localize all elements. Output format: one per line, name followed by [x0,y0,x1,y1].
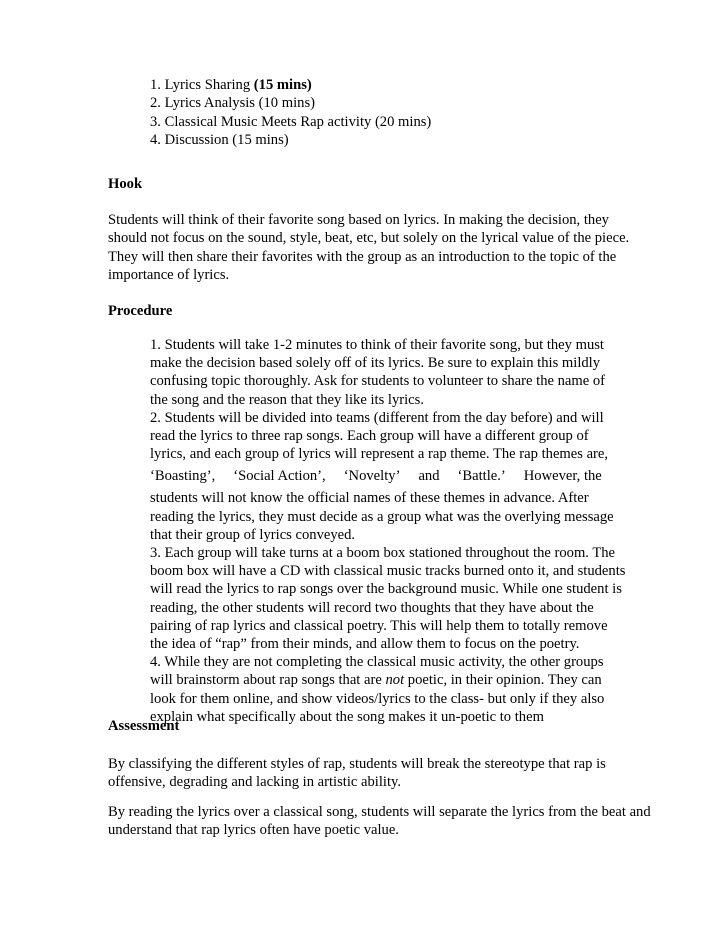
procedure-line: students will not know the official names of these themes in advance. After [150,490,589,507]
procedure-line: 2. Students will be divided into teams (different from the day before) and will [150,409,604,426]
procedure-line: that their group of lyrics conveyed. [150,526,356,543]
procedure-steps [150,336,625,726]
procedure-line: reading, the other students will record two thoughts that they have about the [150,599,594,616]
procedure-line: read the lyrics to three rap songs. Each group will have a different group of [150,428,589,445]
agenda-item-1 [150,76,431,94]
hook-paragraph [108,211,628,284]
theme-after-text: However, the [523,468,602,485]
hook-heading: Hook [108,176,143,192]
procedure-line: 1. Students will take 1-2 minutes to think of their favorite song, but they must [150,337,604,353]
assessment-paragraph-2 [108,803,651,840]
theme-boasting: ‘Boasting’, [150,468,216,485]
procedure-line: explain what specifically about the song makes it un-poetic to them [150,708,544,725]
assessment-line: offensive, degrading and lacking in artistic ability. [108,774,402,791]
hook-line: They will then share their favorites with the group as an introduction to the topic of the [108,248,617,265]
procedure-line: the idea of “rap” from their minds, and allow them to focus on the poetry. [150,636,580,653]
procedure-line: the song and the reason that they like its lyrics. [150,391,424,408]
procedure-line: pairing of rap lyrics and classical poetry. This will help them to totally remove [150,617,608,634]
assessment-heading: Assessment [108,718,180,734]
agenda-item-4: 4. Discussion (15 mins) [150,132,289,149]
not-line-emphasis: not [385,672,405,689]
agenda-item-1-duration: (15 mins) [253,77,312,93]
theme-and: and [418,468,440,485]
hook-line: Students will think of their favorite song based on lyrics. In making the decision, they [108,212,609,228]
assessment-paragraph-1 [108,755,628,792]
agenda-item-1-text: 1. Lyrics Sharing [150,77,254,93]
theme-battle: ‘Battle.’ [457,468,506,485]
procedure-line: lyrics, and each group of lyrics will represent a rap theme. The rap themes are, [150,446,609,463]
procedure-line: confusing topic thoroughly. Ask for students to volunteer to share the name of [150,373,606,390]
procedure-line: make the decision based solely off of its lyrics. Be sure to explain this mildly [150,355,601,372]
procedure-heading: Procedure [108,303,173,319]
not-line-before: will brainstorm about rap songs that are [150,672,386,689]
procedure-line: reading the lyrics, they must decide as a group what was the overlying message [150,508,614,525]
procedure-line-not [150,671,625,689]
theme-social-action: ‘Social Action’, [233,468,326,485]
assessment-line: understand that rap lyrics often have poetic value. [108,822,399,839]
agenda-item-3: 3. Classical Music Meets Rap activity (20 mins) [150,113,432,130]
procedure-line: 3. Each group will take turns at a boom box stationed throughout the room. The [150,545,616,562]
not-line-after: poetic, in their opinion. They can [404,672,602,689]
theme-novelty: ‘Novelty’ [343,468,401,485]
assessment-line: By classifying the different styles of rap, students will break the stereotype that rap is [108,756,606,772]
hook-line: should not focus on the sound, style, beat, etc, but solely on the lyrical value of the piece. [108,230,630,247]
rap-themes-line [150,463,625,489]
assessment-line: By reading the lyrics over a classical song, students will separate the lyrics from the beat and [108,804,651,820]
hook-line: importance of lyrics. [108,266,230,283]
agenda-item-2: 2. Lyrics Analysis (10 mins) [150,95,315,112]
agenda-list [150,76,431,150]
procedure-line: look for them online, and show videos/lyrics to the class- but only if they also [150,690,605,707]
procedure-line: boom box will have a CD with classical music tracks burned onto it, and students [150,563,626,580]
procedure-line: will read the lyrics to rap songs over the background music. While one student is [150,581,622,598]
procedure-line: 4. While they are not completing the classical music activity, the other groups [150,654,604,671]
